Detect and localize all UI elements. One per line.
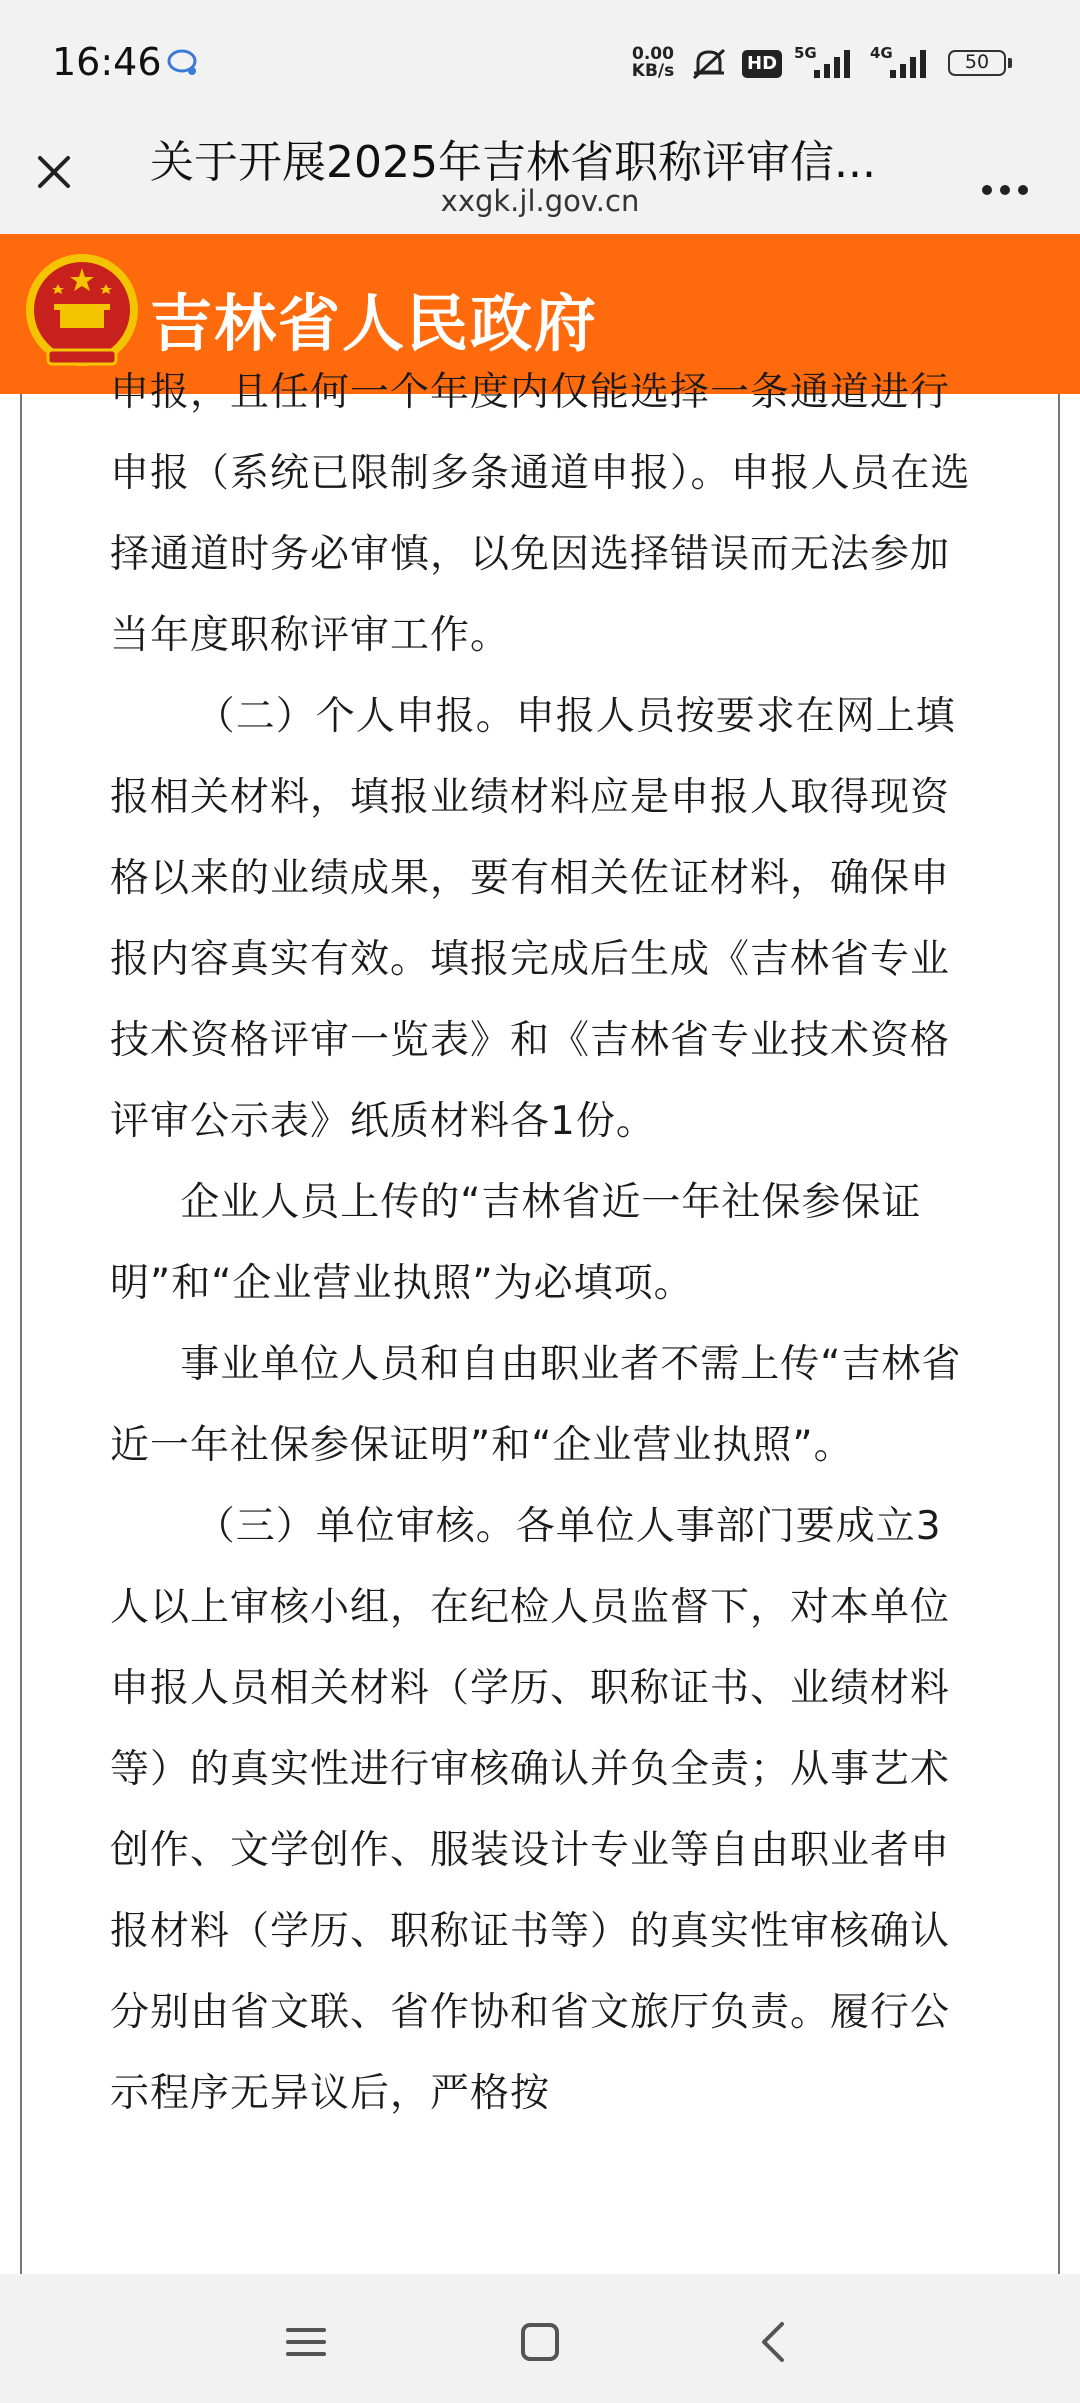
status-bar	[0, 0, 1080, 122]
page-title: 关于开展2025年吉林省职称评审信...	[150, 137, 876, 188]
article-content	[0, 370, 1080, 2274]
browser-toolbar	[0, 122, 1080, 234]
content-border-right	[1058, 394, 1060, 2274]
hd-badge: HD	[742, 50, 782, 78]
signal-bars-icon	[800, 44, 860, 80]
signal-5g-label: 5G	[794, 44, 817, 62]
signal-4g-label: 4G	[870, 44, 893, 62]
site-name[interactable]: 吉林省人民政府	[150, 287, 599, 360]
article-paragraph: 企业人员上传的“吉林省近一年社保参保证明”和“企业营业执照”为必填项。	[110, 1180, 922, 1306]
content-border-left	[20, 394, 22, 2274]
close-icon[interactable]	[24, 142, 84, 202]
battery-tip	[1008, 58, 1012, 68]
article-partial-line: 申报，且任何一个年度内仅能选择一条通道进行	[110, 370, 951, 415]
mute-bell-icon	[688, 46, 730, 82]
signal-bars-icon	[876, 44, 936, 80]
article-paragraph: 申报（系统已限制多条通道申报）。申报人员在选择通道时务必审慎，以免因选择错误而无法参加当年度职称评审工作。	[110, 451, 971, 658]
system-navigation-bar	[0, 2274, 1080, 2403]
home-icon[interactable]	[510, 2312, 570, 2372]
menu-icon[interactable]	[276, 2312, 336, 2372]
more-icon[interactable]	[970, 142, 1040, 202]
article-paragraph: （三）单位审核。各单位人事部门要成立3人以上审核小组，在纪检人员监督下，对本单位申报人员相关材料（学历、职称证书、业绩材料等）的真实性进行审核确认并负全责；从事艺术创作、文学创作、服装设计专业等自由职业者申报材料（学历、职称证书等）的真实性审核确认分别由省文联、省作协和省文旅厅负责。履行公示程序无异议后，严格按	[110, 1504, 951, 2116]
article-paragraph: （二）个人申报。申报人员按要求在网上填报相关材料，填报业绩材料应是申报人取得现资格以来的业绩成果，要有相关佐证材料，确保申报内容真实有效。填报完成后生成《吉林省专业技术资格评审一览表》和《吉林省专业技术资格评审公示表》纸质材料各1份。	[110, 694, 956, 1144]
network-speed: 0.00 KB/s	[631, 44, 675, 81]
battery-indicator: 50	[948, 50, 1006, 76]
chat-bubble-icon	[166, 47, 200, 77]
back-icon[interactable]	[744, 2312, 804, 2372]
article-paragraph: 事业单位人员和自由职业者不需上传“吉林省近一年社保参保证明”和“企业营业执照”。	[110, 1342, 962, 1468]
clock: 16:46	[52, 40, 162, 84]
article-body	[110, 352, 980, 2134]
page-url[interactable]: xxgk.jl.gov.cn	[440, 184, 640, 218]
